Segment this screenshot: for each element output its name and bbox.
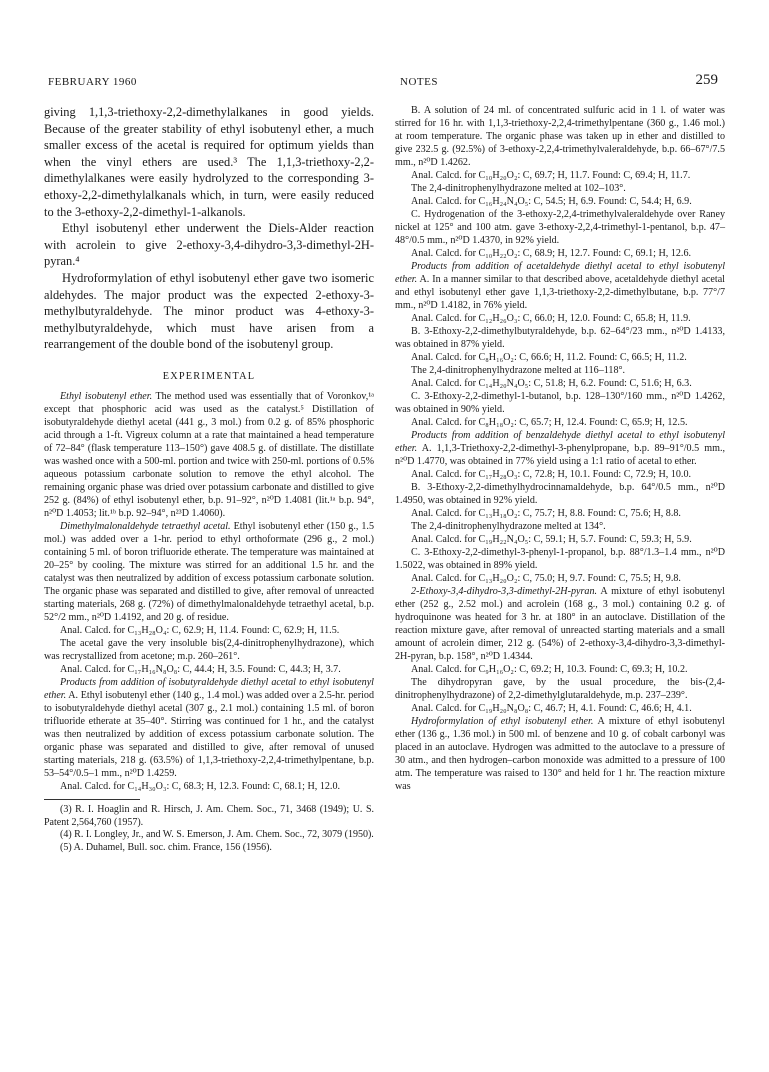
paragraph-title: Products from addition of isobutyraldehyde diethyl acetal to ethyl isobutenyl ether. xyxy=(44,676,374,701)
paragraph: Anal. Calcd. for C₁₃H₂₀O₂: C, 75.0; H, 9.7. Found: C, 75.5; H, 9.8. xyxy=(411,573,681,584)
paragraph-title: Hydroformylation of ethyl isobutenyl ether. xyxy=(411,716,594,727)
footnote: (5) A. Duhamel, Bull. soc. chim. France, 156 (1956). xyxy=(60,841,272,853)
experimental-text-continued xyxy=(395,104,725,793)
paragraph: Anal. Calcd. for C₁₄H₂₀N₄O₅: C, 51.8; H, 6.2. Found: C, 51.6; H, 6.3. xyxy=(411,378,692,389)
paragraph xyxy=(395,429,725,468)
paragraph: Anal. Calcd. for C₉H₁₆O₂: C, 69.2; H, 10.3. Found: C, 69.3; H, 10.2. xyxy=(411,664,688,675)
page-header xyxy=(48,72,718,92)
paragraph: Anal. Calcd. for C₁₀H₂₂O₂: C, 68.9; H, 12.7. Found: C, 69.1; H, 12.6. xyxy=(411,248,692,259)
paragraph xyxy=(395,585,725,663)
intro-text xyxy=(44,104,374,353)
paragraph-title: Products from addition of benzaldehyde diethyl acetal to ethyl isobutenyl ether. xyxy=(395,430,725,454)
experimental-heading: EXPERIMENTAL xyxy=(162,370,256,382)
paragraph-title: 2-Ethoxy-3,4-dihydro-3,3-dimethyl-2H-pyran. xyxy=(411,586,598,597)
journal-date: FEBRUARY 1960 xyxy=(48,76,137,88)
paragraph: Anal. Calcd. for C₁₉H₂₀N₈O₈: C, 46.7; H, 4.1. Found: C, 46.6; H, 4.1. xyxy=(411,703,692,714)
paragraph: C. 3-Ethoxy-2,2-dimethyl-1-butanol, b.p. 128–130°/160 mm., n²⁰D 1.4262, was obtained in 90% yield. xyxy=(395,391,725,415)
left-column xyxy=(44,104,374,854)
paragraph xyxy=(395,715,725,793)
right-column xyxy=(395,104,725,793)
intro-paragraph: Ethyl isobutenyl ether underwent the Diels-Alder reaction with acrolein to give 2-ethoxy-3,4-dihydro-3,3-dimethyl-2H-pyran.⁴ xyxy=(44,221,374,269)
page-number: 259 xyxy=(695,72,718,88)
paragraph-title: Dimethylmalonaldehyde tetraethyl acetal. xyxy=(60,520,231,532)
paragraph: C. 3-Ethoxy-2,2-dimethyl-3-phenyl-1-propanol, b.p. 88°/1.3–1.4 mm., n²⁰D 1.5022, was obtained in 89% yield. xyxy=(395,547,725,571)
footnote: (3) R. I. Hoaglin and R. Hirsch, J. Am. Chem. Soc., 71, 3468 (1949); U. S. Patent 2,564,760 (1957). xyxy=(44,803,374,828)
paragraph: The 2,4-dinitrophenylhydrazone melted at 102–103°. xyxy=(411,183,626,194)
paragraph: Anal. Calcd. for C₁₆H₂₄N₄O₅: C, 54.5; H, 6.9. Found: C, 54.4; H, 6.9. xyxy=(411,196,692,207)
paragraph: Anal. Calcd. for C₁₃H₂₈O₄: C, 62.9; H, 11.4. Found: C, 62.9; H, 11.5. xyxy=(60,624,340,636)
paragraph xyxy=(44,520,374,624)
paragraph: Anal. Calcd. for C₁₇H₁₆N₈O₈: C, 44.4; H, 3.5. Found: C, 44.3; H, 3.7. xyxy=(60,663,341,675)
section-name: NOTES xyxy=(400,76,438,88)
footnotes xyxy=(44,804,374,854)
paragraph xyxy=(44,390,374,520)
paragraph: B. 3-Ethoxy-2,2-dimethylbutyraldehyde, b.p. 62–64°/23 mm., n²⁰D 1.4133, was obtained in 87% yield. xyxy=(395,326,725,350)
paragraph: The 2,4-dinitrophenylhydrazone melted at 116–118°. xyxy=(411,365,626,376)
paragraph-body: A. In a manner similar to that described above, acetaldehyde diethyl acetal and ethyl isobutenyl ether gave 1,1,3-triethoxy-2,2-dimethylbutane, b.p. 77°/7 mm., n²⁰D 1.4182, in 76% yield. xyxy=(395,274,725,311)
paragraph: The 2,4-dinitrophenylhydrazone melted at 134°. xyxy=(411,521,606,532)
paragraph: Anal. Calcd. for C₁₉H₂₂N₄O₅: C, 59.1; H, 5.7. Found: C, 59.3; H, 5.9. xyxy=(411,534,692,545)
paragraph-body: Ethyl isobutenyl ether (150 g., 1.5 mol.) was added over a 1-hr. period to ethyl orthoformate (296 g., 2 mol.) containing 5 ml. of boron trifluoride etherate. The temperature was maintained at 20–25° by cooling. The mixture was stirred for an additional 1.5 hr. and the catalyst was then neutralized by addition of excess potassium carbonate solution. The organic phase was separated and distilled to give, after removal of unreacted starting materials, 268 g. (72%) of dimethylmalonaldehyde tetraethyl acetal, b.p. 52°/2 mm., n²⁰D 1.4192, and 20 g. of residue. xyxy=(44,520,375,623)
paragraph xyxy=(44,676,374,780)
paragraph-title: Ethyl isobutenyl ether. xyxy=(60,390,153,402)
experimental-text xyxy=(44,390,374,793)
intro-paragraph: Hydroformylation of ethyl isobutenyl ether gave two isomeric aldehydes. The major product was the expected 2-ethoxy-3-methylbutyraldehyde. The minor product was 4-ethoxy-3-methylbutyraldehyde, which must have arisen from a rearrangement of the double bond of the isobutenyl group. xyxy=(44,270,374,352)
paragraph: Anal. Calcd. for C₁₂H₂₆O₃: C, 66.0; H, 12.0. Found: C, 65.8; H, 11.9. xyxy=(411,313,691,324)
paragraph: C. Hydrogenation of the 3-ethoxy-2,2,4-trimethylvaleraldehyde over Raney nickel at 125° and 100 atm. gave 3-ethoxy-2,2,4-trimethyl-1-pentanol, b.p. 47–48°/0.5 mm., n²⁰D 1.4370, in 92% yield. xyxy=(395,209,725,246)
intro-paragraph: giving 1,1,3-triethoxy-2,2-dimethylalkanes in good yields. Because of the greater stability of ethyl isobutenyl ether, a much smaller excess of the acetal is required for optimum yields than when the vinyl ethers are used.³ The 1,1,3-triethoxy-2,2-dimethylalkanes were easily hydrolyzed to the corresponding 3-ethoxy-2,2-dimethylalkanals which, in turn, were easily reduced to the 3-ethoxy-2,2-dimethyl-1-alkanols. xyxy=(44,105,374,219)
paragraph: Anal. Calcd. for C₈H₁₆O₂: C, 66.6; H, 11.2. Found: C, 66.5; H, 11.2. xyxy=(411,352,687,363)
paragraph: B. A solution of 24 ml. of concentrated sulfuric acid in 1 l. of water was stirred for 16 hr. with 1,1,3-triethoxy-2,2,4-trimethylpentane (360 g., 1.46 mol.) at room temperature. The organic phase was taken up in ether and distilled to give 232.5 g. (92.5%) of 3-ethoxy-2,2,4-trimethylvaleraldehyde, b.p. 66–67°/7.5 mm., n²⁰D 1.4262. xyxy=(395,105,725,168)
paragraph: The acetal gave the very insoluble bis(2,4-dinitrophenylhydrazone), which was recrystallized from acetone; m.p. 260–261°. xyxy=(44,637,374,662)
footnote-rule xyxy=(44,799,140,800)
paragraph: B. 3-Ethoxy-2,2-dimethylhydrocinnamaldehyde, b.p. 64°/0.5 mm., n²⁰D 1.4950, was obtained in 92% yield. xyxy=(395,482,725,506)
paragraph: Anal. Calcd. for C₁₀H₂₀O₂: C, 69.7; H, 11.7. Found: C, 69.4; H, 11.7. xyxy=(411,170,691,181)
paragraph-body: A mixture of ethyl isobutenyl ether (252 g., 2.52 mol.) and acrolein (168 g., 3 mol.) containing 0.2 g. of hydroquinone was heated for 3 hr. at 180° in an autoclave. Distillation of the reaction mixture gave, after removal of unreacted starting materials and a small amount of acrolein dimer, 212 g. (54%) of 2-ethoxy-3,4-dihydro-3,3-dimethyl-2H-pyran, b.p. 158°, n²⁰D 1.4344. xyxy=(395,586,725,662)
paragraph-body: A. Ethyl isobutenyl ether (140 g., 1.4 mol.) was added over a 2.5-hr. period to isobutyraldehyde diethyl acetal (307 g., 2.1 mol.) containing 1.5 ml. of boron trifluoride etherate at 35–40°. Stirring was continued for 1 hr., and the catalyst was then neutralized by addition of excess potassium carbonate solution. The organic phase was separated and distilled to give, after removal of unused starting materials, 218 g. (63.5%) of 1,1,3-triethoxy-2,2,4-trimethylpentane, b.p. 53–54°/0.5–1 mm., n²⁰D 1.4259. xyxy=(44,689,374,779)
paragraph: Anal. Calcd. for C₁₃H₁₈O₂: C, 75.7; H, 8.8. Found: C, 75.6; H, 8.8. xyxy=(411,508,681,519)
paragraph: Anal. Calcd. for C₁₄H₃₀O₃: C, 68.3; H, 12.3. Found: C, 68.1; H, 12.0. xyxy=(60,780,341,792)
paragraph-body: A mixture of ethyl isobutenyl ether (136 g., 1.36 mol.) in 500 ml. of benzene and 10 g. of cobalt carbonyl was placed in an autoclave. Hydrogen was admitted to the autoclave to a pressure of 30 atm., and then hydrogen–carbon monoxide was admitted to a pressure of 100 atm. The temperature was raised to 130° and held for 1 hr. The reaction mixture was xyxy=(395,716,725,792)
paragraph: The dihydropyran gave, by the usual procedure, the bis-(2,4-dinitrophenylhydrazone) of 2,2-dimethylglutaraldehyde, m.p. 237–239°. xyxy=(395,677,725,701)
paragraph-body: The method used was essentially that of Voronkov,¹ᵃ except that phosphoric acid was used as the catalyst.⁵ Distillation of isobutyraldehyde diethyl acetal (441 g., 3 mol.) from 0.2 g. of 85% phosphoric acid through a 1-ft. Vigreux column at a rate that maintained a head temperature of 72–84° (flask temperature 113–150°) gave 408.5 g. of distillate. The distillate was washed once with a 500-ml. portion and twice with 250-ml. portions of 0.5% aqueous potassium carbonate solution to remove the ethyl alcohol. The remaining organic phase was dried over potassium carbonate and distilled to give 252 g. (84%) of ethyl isobutenyl ether, b.p. 91–92°, n²⁰D 1.4081 (lit.¹ᵃ b.p. 94°, n²⁰D 1.4053; lit.¹ᵇ b.p. 92–94°, n²³D 1.4060). xyxy=(44,390,374,519)
footnote: (4) R. I. Longley, Jr., and W. S. Emerson, J. Am. Chem. Soc., 72, 3079 (1950). xyxy=(60,829,374,841)
paragraph-title: Products from addition of acetaldehyde diethyl acetal to ethyl isobutenyl ether. xyxy=(395,261,725,285)
paragraph: Anal. Calcd. for C₈H₁₈O₂: C, 65.7; H, 12.4. Found: C, 65.9; H, 12.5. xyxy=(411,417,688,428)
paragraph-body: A. 1,1,3-Triethoxy-2,2-dimethyl-3-phenylpropane, b.p. 89–91°/0.5 mm., n²⁰D 1.4770, was obtained in 77% yield using a 1:1 ratio of acetal to ether. xyxy=(395,443,725,467)
paragraph xyxy=(395,260,725,312)
paragraph: Anal. Calcd. for C₁₇H₂₈O₃: C, 72.8; H, 10.1. Found: C, 72.9; H, 10.0. xyxy=(411,469,692,480)
